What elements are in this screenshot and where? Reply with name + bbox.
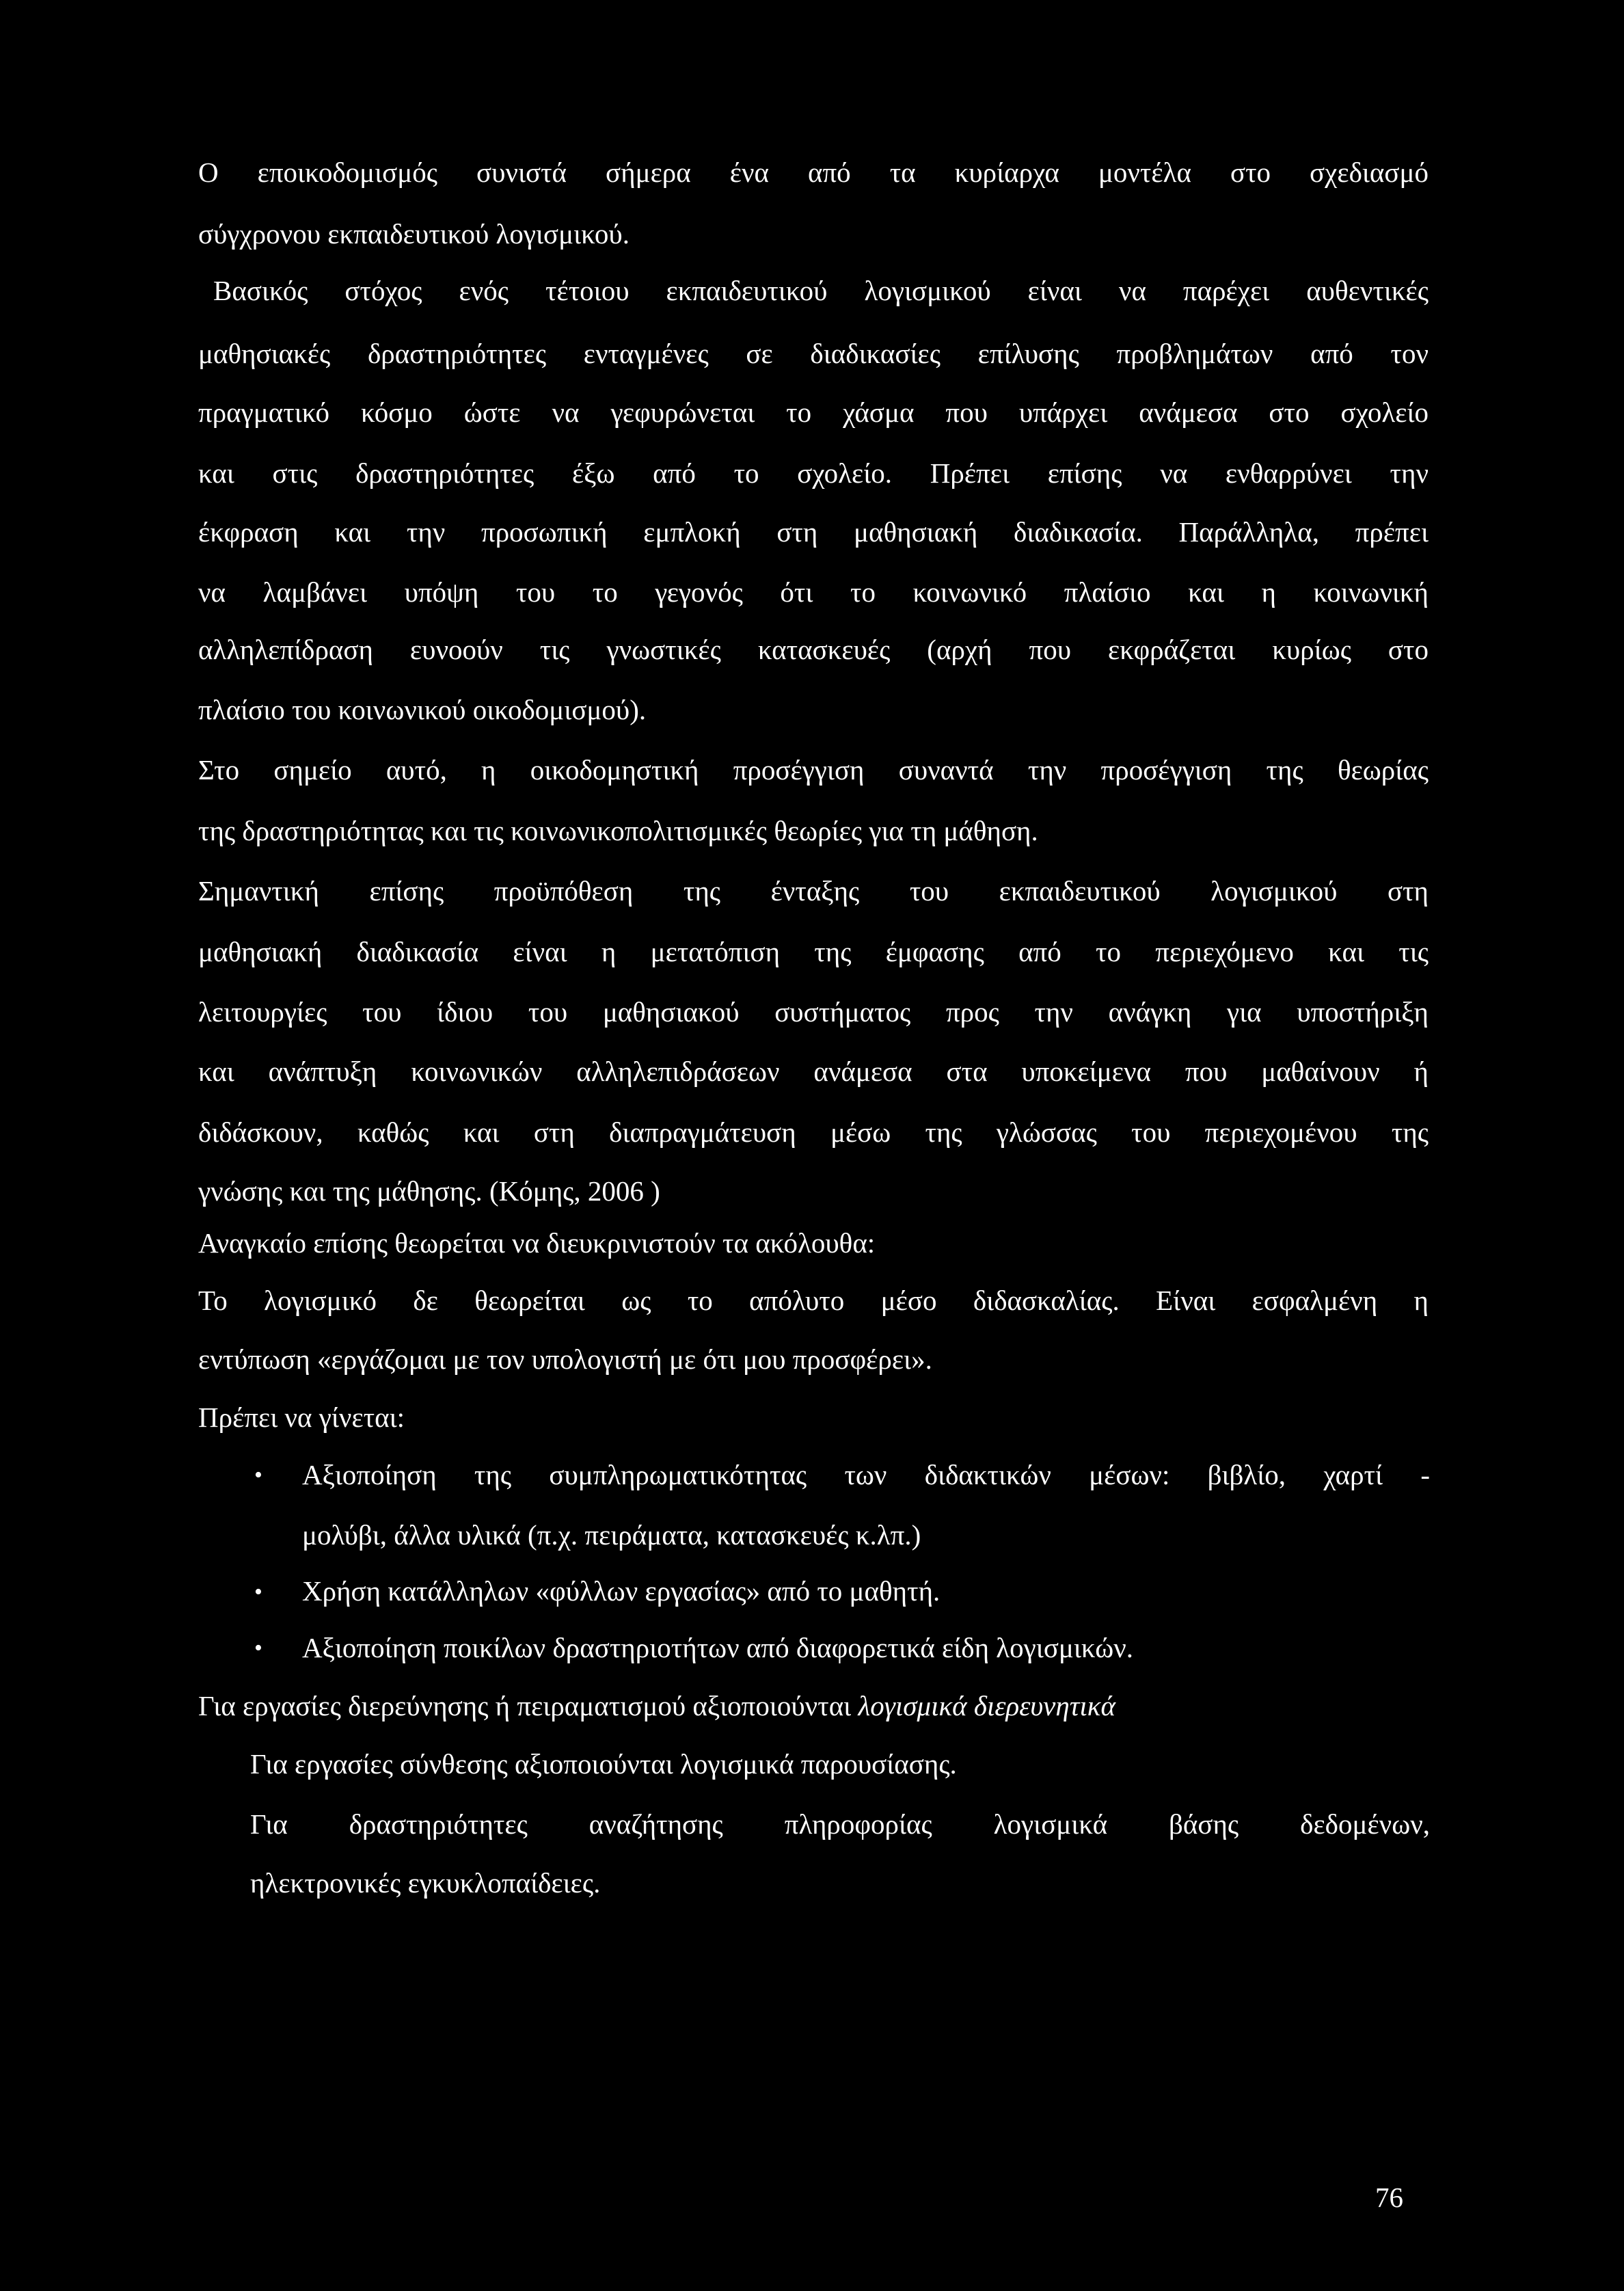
closing-line-1-italic: λογισμικά διερευνητικά	[858, 1690, 1115, 1721]
closing-line-1	[198, 1692, 1429, 1720]
closing-line-3: Για δραστηριότητες αναζήτησης πληροφορίας λογισμικά βάσης δεδομένων,	[250, 1808, 1430, 1840]
paragraph-2-line-5: έκφραση και την προσωπική εμπλοκή στη μαθησιακή διαδικασία. Παράλληλα, πρέπει	[198, 516, 1429, 548]
paragraph-2-line-7: αλληλεπίδραση ευνοούν τις γνωστικές κατασκευές (αρχή που εκφράζεται κυρίως στο	[198, 634, 1429, 665]
paragraph-2-line-6: να λαμβάνει υπόψη του το γεγονός ότι το κοινωνικό πλαίσιο και η κοινωνική	[198, 576, 1429, 608]
bullet-item-1-line-2: μολύβι, άλλα υλικά (π.χ. πειράματα, κατασκευές κ.λπ.)	[302, 1519, 921, 1551]
paragraph-2-line-1: Βασικός στόχος ενός τέτοιου εκπαιδευτικού λογισμικού είναι να παρέχει αυθεντικές	[213, 275, 1429, 306]
paragraph-6-line-1: Το λογισμικό δε θεωρείται ως το απόλυτο μέσο διδασκαλίας. Είναι εσφαλμένη η	[198, 1285, 1429, 1316]
paragraph-2-line-8: πλαίσιο του κοινωνικού οικοδομισμού).	[198, 694, 647, 725]
closing-line-2: Για εργασίες σύνθεσης αξιοποιούνται λογισμικά παρουσίασης.	[250, 1748, 957, 1780]
bullet-marker-3: •	[254, 1635, 262, 1661]
paragraph-3-line-2: της δραστηριότητας και τις κοινωνικοπολιτισμικές θεωρίες για τη μάθηση.	[198, 815, 1038, 846]
paragraph-4-line-2: μαθησιακή διαδικασία είναι η μετατόπιση της έμφασης από το περιεχόμενο και τις	[198, 936, 1429, 967]
bullet-marker-2: •	[254, 1579, 262, 1605]
paragraph-2-line-2: μαθησιακές δραστηριότητες ενταγμένες σε διαδικασίες επίλυσης προβλημάτων από τον	[198, 338, 1429, 369]
paragraph-2-line-3: πραγματικό κόσμο ώστε να γεφυρώνεται το χάσμα που υπάρχει ανάμεσα στο σχολείο	[198, 397, 1429, 428]
paragraph-1-line-2: σύγχρονου εκπαιδευτικού λογισμικού.	[198, 218, 630, 250]
bullet-marker-1: •	[254, 1462, 262, 1488]
bullet-item-1-line-1: Αξιοποίηση της συμπληρωματικότητας των διδακτικών μέσων: βιβλίο, χαρτί -	[302, 1459, 1430, 1490]
paragraph-4-line-6: γνώσης και της μάθησης. (Κόμης, 2006 )	[198, 1175, 660, 1207]
paragraph-4-line-4: και ανάπτυξη κοινωνικών αλληλεπιδράσεων ανάμεσα στα υποκείμενα που μαθαίνουν ή	[198, 1056, 1429, 1087]
paragraph-6-line-2: εντύπωση «εργάζομαι με τον υπολογιστή με ότι μου προσφέρει».	[198, 1343, 932, 1375]
bullet-item-2: Χρήση κατάλληλων «φύλλων εργασίας» από το μαθητή.	[302, 1575, 940, 1607]
paragraph-5-line-1: Αναγκαίο επίσης θεωρείται να διευκρινιστούν τα ακόλουθα:	[198, 1227, 876, 1259]
paragraph-3-line-1: Στο σημείο αυτό, η οικοδομηστική προσέγγιση συναντά την προσέγγιση της θεωρίας	[198, 754, 1429, 786]
page-number: 76	[1375, 2182, 1403, 2213]
paragraph-4-line-1: Σημαντική επίσης προϋπόθεση της ένταξης του εκπαιδευτικού λογισμικού στη	[198, 875, 1429, 907]
paragraph-4-line-5: διδάσκουν, καθώς και στη διαπραγμάτευση μέσω της γλώσσας του περιεχομένου της	[198, 1116, 1429, 1148]
paragraph-4-line-3: λειτουργίες του ίδιου του μαθησιακού συστήματος προς την ανάγκη για υποστήριξη	[198, 996, 1429, 1028]
paragraph-2-line-4: και στις δραστηριότητες έξω από το σχολείο. Πρέπει επίσης να ενθαρρύνει την	[198, 457, 1429, 489]
closing-line-4: ηλεκτρονικές εγκυκλοπαίδειες.	[250, 1867, 601, 1899]
paragraph-1-line-1: Ο εποικοδομισμός συνιστά σήμερα ένα από τα κυρίαρχα μοντέλα στο σχεδιασμό	[198, 157, 1429, 188]
paragraph-7-line-1: Πρέπει να γίνεται:	[198, 1402, 405, 1433]
closing-line-1-text: Για εργασίες διερεύνησης ή πειραματισμού αξιοποιούνται	[198, 1690, 858, 1721]
bullet-item-3: Αξιοποίηση ποικίλων δραστηριοτήτων από διαφορετικά είδη λογισμικών.	[302, 1632, 1134, 1663]
